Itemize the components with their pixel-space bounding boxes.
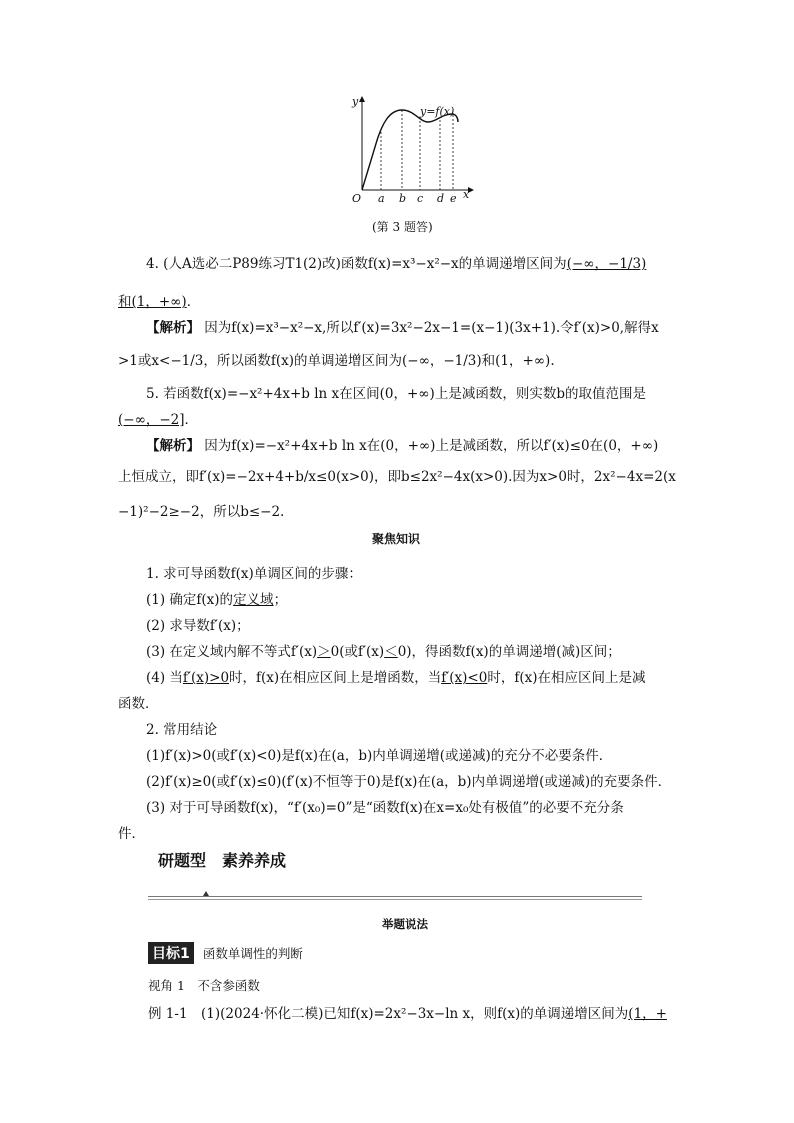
focus-s1-4-line2: 函数． [118, 696, 159, 712]
focus-s1-4-pre: (4) 当 [146, 670, 183, 686]
focus-s2-1: (1)f′(x)>0(或f′(x)<0)是f(x)在(a，b)内单调递增(或递减)的充分不必要条件． [146, 748, 613, 764]
q5-jiexi-line3: −1)²−2≥−2，所以b≤−2. [118, 504, 285, 520]
section-band-rule [148, 896, 642, 900]
example-text: 例 1-1 (1)(2024·怀化二模)已知f(x)=2x²−3x−ln x，则f(x)的单调递增区间为 [148, 1006, 629, 1022]
focus-s1-3 [146, 640, 621, 660]
section-title: 研题型 素养养成 [158, 851, 287, 870]
focus-s2-3: (3) 对于可导函数f(x)，“f′(x₀)=0”是“函数f(x)在x=x₀处有极值”的必要不充分条 [146, 800, 624, 816]
q5-blank: (−∞，−2] [118, 412, 185, 428]
tick-c: c [417, 192, 424, 205]
focus-title: 聚焦知识 [372, 532, 421, 546]
focus-s1-1-end: ； [273, 592, 288, 608]
q4-jiexi-line2: >1或x<−1/3，所以函数f(x)的单调递增区间为(−∞，−1/3)和(1，+∞). [118, 353, 555, 369]
goal-badge: 目标1 [148, 942, 194, 964]
focus-s2: 2. 常用结论 [146, 722, 218, 738]
q5-line2 [118, 408, 198, 428]
q4-line1 [146, 252, 646, 272]
example-line [148, 1002, 667, 1022]
q4-jiexi-text1: 因为f(x)=x³−x²−x,所以f′(x)=3x²−2x−1=(x−1)(3x+1).令f′(x)>0,解得x [204, 320, 659, 336]
focus-s1-4-mid: 时，f(x)在相应区间上是增函数，当 [229, 670, 442, 686]
tick-e: e [450, 192, 457, 205]
q4-text: 4. (人A选必二P89练习T1(2)改)函数f(x)=x³−x²−x的单调递增区间为 [146, 256, 567, 272]
axis-y-label: y [352, 95, 359, 108]
tick-b: b [399, 192, 407, 205]
goal-row [148, 942, 303, 964]
focus-s1-2: (2) 求导数f′(x)； [146, 618, 250, 634]
focus-s1-3-pre: (3) 在定义域内解不等式f′(x) [146, 644, 318, 660]
q4-blank2: 和(1，+∞) [118, 294, 187, 310]
q4-line2 [118, 290, 200, 310]
focus-s2-3-line2: 件． [118, 826, 145, 842]
focus-s2-2: (2)f′(x)≥0(或f′(x)≤0)(f′(x)不恒等于0)是f(x)在(a，b)内单调递增(或递减)的充要条件． [146, 774, 672, 790]
band-title: 举题说法 [382, 917, 428, 931]
goal-text: 函数单调性的判断 [202, 946, 303, 961]
figure-caption: (第 3 题答) [372, 220, 433, 234]
curve-label: y=f(x) [420, 105, 455, 118]
focus-s1-1-pre: (1) 确定f(x)的 [146, 592, 234, 608]
band-marker [203, 891, 209, 896]
q5-jiexi-tag: 【解析】 [146, 438, 200, 454]
focus-s1-3-blank2: ＜ [384, 644, 398, 660]
q5-jiexi-line1 [146, 434, 658, 454]
focus-s1-1 [146, 588, 287, 608]
tick-d: d [437, 192, 445, 205]
axis-x-label: x [463, 188, 470, 201]
q4-blank1: (−∞，−1/3) [566, 256, 647, 272]
focus-s1-3-mid: 0(或f′(x) [330, 644, 385, 660]
q5-jiexi-text1: 因为f(x)=−x²+4x+b ln x在(0，+∞)上是减函数，所以f′(x)≤0在(0，+∞) [204, 438, 659, 454]
q5-line1: 5. 若函数f(x)=−x²+4x+b ln x在区间(0，+∞)上是减函数，则实数b的取值范围是 [146, 386, 646, 402]
focus-s1-4-end: 时，f(x)在相应区间上是减 [487, 670, 646, 686]
focus-s1-1-blank: 定义域 [233, 592, 274, 608]
focus-s1-4 [146, 666, 645, 686]
q4-jiexi-line1 [146, 316, 659, 336]
focus-s1-4-blank2: f′(x)<0 [441, 670, 488, 686]
tick-a: a [378, 192, 385, 205]
origin-label: O [352, 192, 362, 205]
focus-s1-3-end: 0)，得函数f(x)的单调递增(减)区间； [397, 644, 621, 660]
q5-jiexi-line2: 上恒成立，即f′(x)=−2x+4+b/x≤0(x>0)，即b≤2x²−4x(x>0).因为x>0时，2x²−4x=2(x [118, 469, 676, 485]
q4-line2-end: ． [186, 294, 201, 310]
focus-s1: 1. 求可导函数f(x)单调区间的步骤： [146, 566, 362, 582]
focus-s1-3-blank1: ＞ [317, 644, 331, 660]
q5-blank-end: ． [184, 412, 198, 428]
focus-s1-4-blank1: f′(x)>0 [182, 670, 230, 686]
q4-jiexi-tag: 【解析】 [146, 320, 200, 336]
example-blank: (1，+ [628, 1006, 667, 1022]
view-label: 视角 1 不含参函数 [148, 978, 260, 993]
